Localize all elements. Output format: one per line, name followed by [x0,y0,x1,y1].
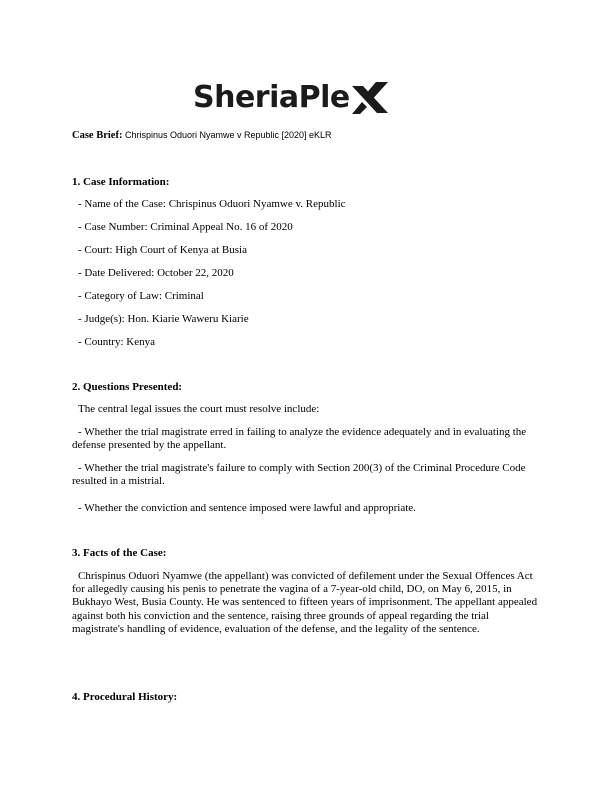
section-heading-case-information: 1. Case Information: [72,176,170,188]
question-item: - Whether the conviction and sentence imposed were lawful and appropriate. [78,502,416,514]
x-mark-icon [350,80,390,116]
section-heading-questions-presented: 2. Questions Presented: [72,381,183,393]
section-heading-facts: 3. Facts of the Case: [72,547,167,559]
sheriaplex-logo [193,78,390,118]
section-heading-procedural-history: 4. Procedural History: [72,691,178,703]
facts-paragraph: Chrispinus Oduori Nyamwe (the appellant) was convicted of defilement under the Sexual Offences Act for allegedly causing his penis to penetrate the vagina of a 7-year-old child, DO, on May 6, 2015, in Bukhayo West, Busia County. He was sentenced to fifteen years of imprisonment. The appellant appealed against both his conviction and the sentence, raising three grounds of appeal regarding the trial magistrate's handling of evidence, evaluation of the defense, and the legality of the sentence. [72,570,538,635]
case-brief-label: Case Brief: [72,130,123,141]
case-info-item: - Country: Kenya [78,336,155,348]
question-item: - Whether the trial magistrate erred in failing to analyze the evidence adequately and in evaluating the defense presented by the appellant. [72,426,527,452]
case-info-item: - Court: High Court of Kenya at Busia [78,244,247,256]
case-info-item: - Category of Law: Criminal [78,290,204,302]
questions-intro: The central legal issues the court must resolve include: [78,403,320,415]
case-brief-title: Chrispinus Oduori Nyamwe v Republic [2020] eKLR [124,130,332,140]
case-info-item: - Case Number: Criminal Appeal No. 16 of 2020 [78,221,293,233]
case-info-item: - Date Delivered: October 22, 2020 [78,267,234,279]
case-brief [72,130,332,141]
question-item: - Whether the trial magistrate's failure to comply with Section 200(3) of the Criminal Procedure Code resulted in a mistrial. [72,462,526,488]
case-info-item: - Name of the Case: Chrispinus Oduori Nyamwe v. Republic [78,198,346,210]
logo-text: SheriaPle [193,80,350,115]
case-info-item: - Judge(s): Hon. Kiarie Waweru Kiarie [78,313,249,325]
